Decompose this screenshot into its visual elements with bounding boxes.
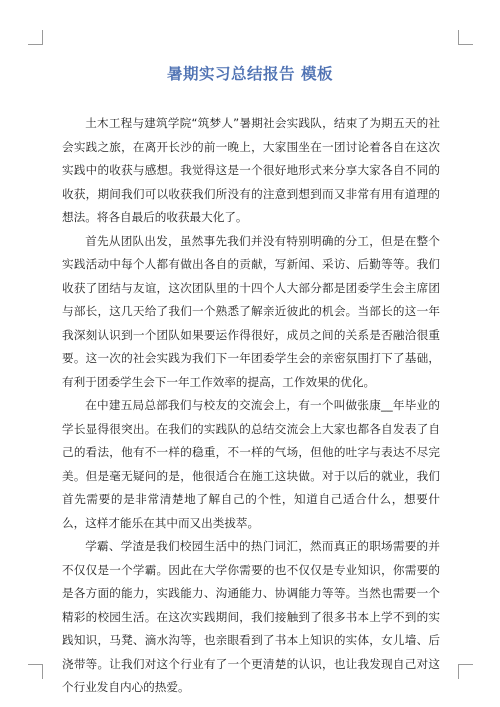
crop-mark-top-left [28, 30, 43, 45]
document-title: 暑期实习总结报告 模板 [167, 65, 333, 83]
paragraph-3: 在中建五局总部我们与校友的交流会上，有一个叫做张康__年毕业的学长显得很突出。在我们的实践队的总结交流会上大家也都各自发表了自己的看法，他有不一样的稳重，不一样的气场，但他的吐字与表达不尽完美。但是毫无疑问的是，他很适合在施工这块做。对于以后的就业，我们首先需要的是非常清楚地了解自己的个性，知道自己适合什么，想要什么，这样才能乐在其中而又出类拔萃。 [62, 398, 440, 530]
crop-mark-top-right [458, 30, 473, 45]
crop-mark-bottom-left [28, 664, 43, 679]
paragraph-1: 土木工程与建筑学院“筑梦人”暑期社会实践队，结束了为期五天的社会实践之旅，在离开长沙的前一晚上，大家围坐在一团讨论着各自在这次实践中的收获与感想。我觉得这是一个很好地形式来分享大家各自不同的收获，期间我们可以收获我们所没有的注意到想到而又非常有用有道理的想法。将各自最后的收获最大化了。 [62, 116, 440, 224]
crop-mark-bottom-right [458, 664, 473, 679]
paragraph-4: 学霸、学渣是我们校园生活中的热门词汇，然而真正的职场需要的并不仅仅是一个学霸。因此在大学你需要的也不仅仅是专业知识，你需要的是各方面的能力，实践能力、沟通能力、协调能力等等。当然也需要一个精彩的校园生活。在这次实践期间，我们接触到了很多书本上学不到的实践知识，马凳、滴水沟等，也亲眼看到了书本上知识的实体，女儿墙、后浇带等。让我们对这个行业有了一个更清楚的认识，也让我发现自己对这个行业发自内心的热爱。 [62, 539, 440, 694]
document-body [62, 112, 440, 700]
paragraph-2: 首先从团队出发，虽然事先我们并没有特别明确的分工，但是在整个实践活动中每个人都有做出各自的贡献，写新闻、采访、后勤等等。我们收获了团结与友谊，这次团队里的十四个人大部分都是团委学生会主席团与部长，这几天给了我们一个熟悉了解亲近彼此的机会。当部长的这一年我深刻认识到一个团队如果要运作得很好，成员之间的关系是否融洽很重要。这一次的社会实践为我们下一年团委学生会的亲密氛围打下了基础，有利于团委学生会下一年工作效率的提高，工作效果的优化。 [62, 233, 440, 389]
